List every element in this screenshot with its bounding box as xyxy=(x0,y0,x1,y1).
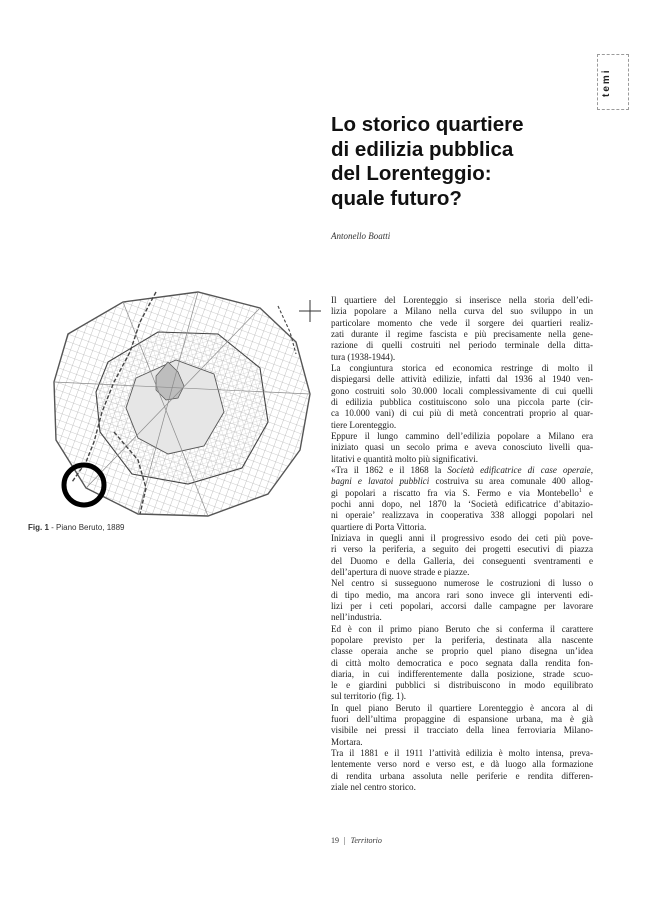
body-line xyxy=(331,465,593,476)
body-line xyxy=(331,782,593,793)
body-line-text: tiere Lorenteggio. xyxy=(331,419,397,430)
body-line-text: del Duomo e della Galleria, dei conseguenti sventramenti e xyxy=(331,555,593,566)
body-line xyxy=(331,556,593,567)
body-line xyxy=(331,295,593,306)
body-line xyxy=(331,725,593,736)
body-line xyxy=(331,431,593,442)
body-line xyxy=(331,442,593,453)
footnote-ref: 1 xyxy=(578,487,582,494)
body-line-text: iniziato quasi un secolo prima e aveva conosciuto livelli qua- xyxy=(331,442,593,453)
body-line-text: quartiere di Porta Vittoria. xyxy=(331,521,427,532)
title-line: quale futuro? xyxy=(331,186,462,210)
figure-caption xyxy=(28,523,125,532)
body-line-text: dispiegarsi delle attività edilizie, infatti dal 1936 al 1940 ven- xyxy=(331,374,593,385)
body-line xyxy=(331,578,593,589)
body-line xyxy=(331,771,593,782)
body-line xyxy=(331,533,593,544)
body-line xyxy=(331,601,593,612)
body-line-text: nell’industria. xyxy=(331,612,382,623)
title-line: di edilizia pubblica xyxy=(331,137,514,161)
body-line xyxy=(331,612,593,623)
body-line-text: popolare previsto per la periferia, destinata alla nascente xyxy=(331,634,593,645)
body-line-text: razione di quelli costruiti nel periodo terminale della ditta- xyxy=(331,340,593,351)
body-line-text: lizi per i ceti popolari, accorsi dalle campagne per lavorare xyxy=(331,600,593,611)
body-line-text: Nel centro si susseguono numerose le costruzioni di lusso o xyxy=(331,578,593,589)
body-line-text: particolare momento che vede il sorgere dei quartieri realiz- xyxy=(331,317,593,328)
body-line xyxy=(331,759,593,770)
body-line xyxy=(331,329,593,340)
figure-label: Fig. 1 xyxy=(28,523,49,532)
footer-section: Territorio xyxy=(350,836,382,845)
body-line xyxy=(331,374,593,385)
body-line-text: tura (1938-1944). xyxy=(331,351,396,362)
body-line xyxy=(331,510,593,521)
body-line xyxy=(331,318,593,329)
body-line-text: Ed è con il primo piano Beruto che si conferma il carattere xyxy=(331,623,593,634)
body-line-text: dell’apertura di nuove strade e piazze. xyxy=(331,566,470,577)
article-author: Antonello Boatti xyxy=(331,231,391,241)
figure-map-piano-beruto xyxy=(28,282,324,520)
body-line-text: Iniziava in quegli anni il progressivo esodo dei ceti più pove- xyxy=(331,532,593,543)
body-line-text: litativi e quantità molto più significativi. xyxy=(331,453,478,464)
body-line-text: ri verso la periferia, a seguito dei progetti esecutivi di piazza xyxy=(331,544,593,555)
body-line-text: ni operaie’ realizzava in cooperativa 338 alloggi popolari nel xyxy=(331,510,593,521)
title-line: Lo storico quartiere xyxy=(331,113,524,136)
body-line xyxy=(331,454,593,465)
page-footer xyxy=(331,836,382,845)
body-line-text: gi popolari a riscatto fra via S. Fermo e via Montebello xyxy=(331,487,579,498)
body-line-text: ca 10.000 vani) di cui più di metà concentrati proprio al quar- xyxy=(331,408,593,419)
body-line xyxy=(331,363,593,374)
body-line-text: In quel piano Beruto il quartiere Lorenteggio è ancora al di xyxy=(331,702,593,713)
body-line xyxy=(331,714,593,725)
body-line xyxy=(331,340,593,351)
body-line-text: pochi anni dopo, nel 1870 la ‘Società edificatrice d’abitazio- xyxy=(331,498,593,509)
body-line xyxy=(331,646,593,657)
body-line-text: sul territorio (fig. 1). xyxy=(331,691,407,702)
body-line xyxy=(331,737,593,748)
body-line-text: le e giardini pubblici si distribuiscono in modo equilibrato xyxy=(331,680,593,691)
body-line-text: Il quartiere del Lorenteggio si inserisce nella storia dell’edi- xyxy=(331,295,593,305)
body-line-text: costruiva su area comunale 400 allog- xyxy=(429,476,593,487)
city-plan-map xyxy=(28,282,324,520)
body-line xyxy=(331,703,593,714)
body-line-text: Tra il 1881 e il 1911 l’attività edilizia è molto intensa, preva- xyxy=(331,748,593,759)
body-line-text: fuori dell’ultima propaggine di espansione urbana, ma è già xyxy=(331,714,593,725)
footer-separator: | xyxy=(344,836,346,845)
body-line-text: La congiuntura storica ed economica restringe di molto il xyxy=(331,362,593,373)
body-line-text: di città molto democratica e poco segnata dalla rendita fon- xyxy=(331,657,593,668)
body-line xyxy=(331,488,593,499)
article-body xyxy=(331,295,593,793)
body-line-text: gono costruiti solo 30.000 locali complessivamente di cui quelli xyxy=(331,385,593,396)
body-line-text: ziale nel centro storico. xyxy=(331,782,416,793)
figure-caption-text: - Piano Beruto, 1889 xyxy=(51,523,125,532)
page-number: 19 xyxy=(331,836,339,845)
title-line: del Lorenteggio: xyxy=(331,162,492,185)
body-line-italic: bagni e lavatoi pubblici xyxy=(331,476,430,487)
body-line-text: zati durante il regime fascista e più precisamente nella gene- xyxy=(331,328,593,339)
body-line xyxy=(331,658,593,669)
body-line xyxy=(331,567,593,578)
body-line-text: «Tra il 1862 e il 1868 la xyxy=(331,464,448,475)
body-line xyxy=(331,306,593,317)
body-line xyxy=(331,522,593,533)
body-line-text: Mortara. xyxy=(331,736,363,747)
body-line xyxy=(331,680,593,691)
article-title xyxy=(331,113,601,211)
body-line xyxy=(331,499,593,510)
body-line-text: e xyxy=(581,487,593,498)
body-line xyxy=(331,386,593,397)
body-line-text: di edilizia pubblica costituiscono solo una piccola parte (cir- xyxy=(331,396,593,407)
body-line xyxy=(331,408,593,419)
body-line-text: Eppure il lungo cammino dell’edilizia popolare a Milano era xyxy=(331,430,593,441)
body-line-text: di rendita urbana assoluta nelle periferie e rendita differen- xyxy=(331,770,593,781)
body-line xyxy=(331,397,593,408)
body-line xyxy=(331,352,593,363)
body-line xyxy=(331,624,593,635)
body-line xyxy=(331,669,593,680)
body-line-text: visibile nei pressi il tracciato della linea ferroviaria Milano- xyxy=(331,725,593,736)
body-line-text: di tipo medio, ma ancora rari sono invece gli interventi edi- xyxy=(331,589,593,600)
body-line-text: diaria, in cui indifferentemente dalla posizione, strade scuo- xyxy=(331,668,593,679)
body-line xyxy=(331,590,593,601)
section-tag: temi xyxy=(601,68,612,98)
body-line-text: lentemente verso nord e verso est, e dà luogo alla formazione xyxy=(331,759,593,770)
body-line xyxy=(331,748,593,759)
body-line xyxy=(331,691,593,702)
body-line xyxy=(331,544,593,555)
body-line-text: classe operaia anche se proprio quel piano disegna un’idea xyxy=(331,646,593,657)
body-line-text: lizia popolare a Milano nella curva del suo sviluppo in un xyxy=(331,306,593,317)
body-line xyxy=(331,476,593,487)
body-line xyxy=(331,420,593,431)
body-line xyxy=(331,635,593,646)
body-line-italic: Società edificatrice di case operaie, xyxy=(447,464,593,475)
